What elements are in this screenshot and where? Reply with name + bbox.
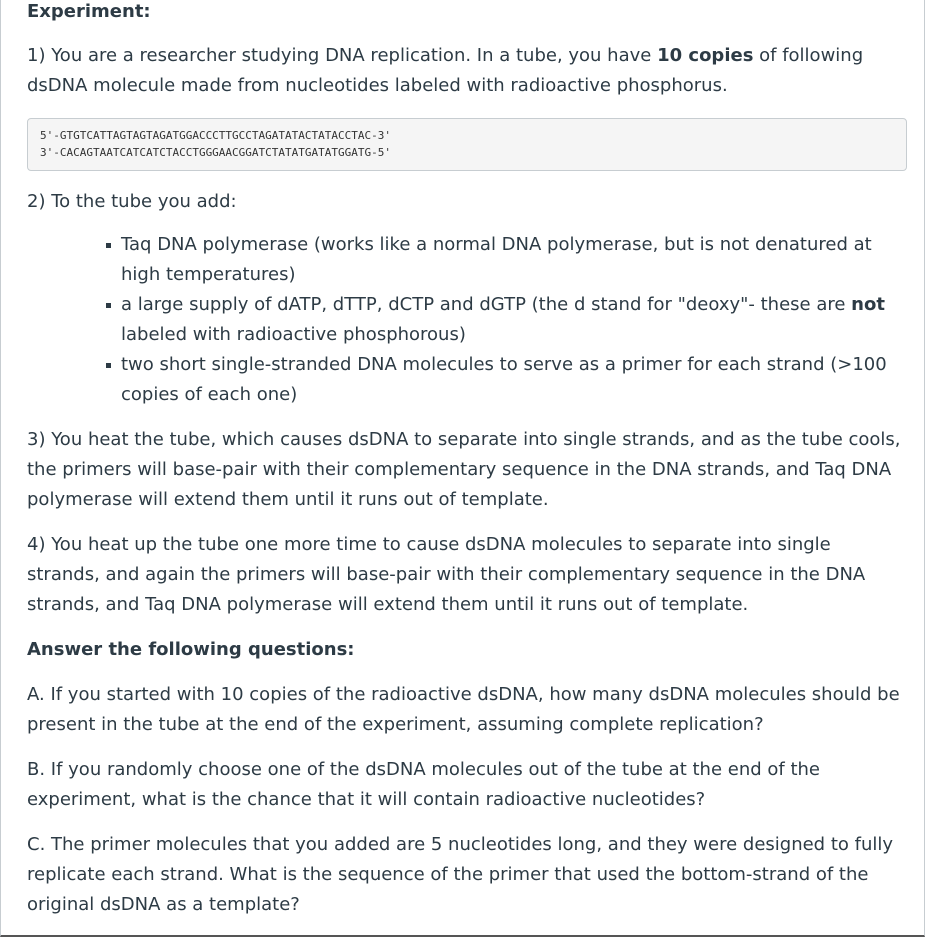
reagent-list xyxy=(27,230,907,410)
experiment-heading: Experiment: xyxy=(27,1,151,22)
dna-sequence-block xyxy=(27,118,907,171)
step-1-text-after: of following dsDNA molecule made from nucleotides labeled with radioactive phosphorus. xyxy=(27,45,864,96)
question-a: A. If you started with 10 copies of the radioactive dsDNA, how many dsDNA molecules should be present in the tube at the end of the experiment, assuming complete replication? xyxy=(27,684,900,735)
step-3-paragraph: 3) You heat the tube, which causes dsDNA to separate into single strands, and as the tube cools, the primers will base-pair with their complementary sequence in the DNA strands, and Taq DNA polymerase will extend them until it runs out of template. xyxy=(27,429,901,510)
list-item xyxy=(121,290,907,350)
bottom-strand-sequence: 3'-CACAGTAATCATCATCTACCTGGGAACGGATCTATATGATATGGATG-5' xyxy=(40,146,391,159)
list-item: two short single-stranded DNA molecules to serve as a primer for each strand (>100 copies of each one) xyxy=(121,350,907,410)
list-item-text-after: labeled with radioactive phosphorous) xyxy=(121,324,466,345)
step-1-bold-copies: 10 copies xyxy=(657,45,754,66)
questions-heading: Answer the following questions: xyxy=(27,639,355,660)
question-c: C. The primer molecules that you added are 5 nucleotides long, and they were designed to fully replicate each strand. What is the sequence of the primer that used the bottom-strand of the original dsDNA as a template? xyxy=(27,834,894,915)
step-1-text-before: 1) You are a researcher studying DNA replication. In a tube, you have xyxy=(27,45,658,66)
step-1-paragraph xyxy=(27,41,907,101)
step-4-paragraph: 4) You heat up the tube one more time to cause dsDNA molecules to separate into single strands, and again the primers will base-pair with their complementary sequence in the DNA strands, and Taq DNA polymerase will extend them until it runs out of template. xyxy=(27,534,866,615)
question-b: B. If you randomly choose one of the dsDNA molecules out of the tube at the end of the experiment, what is the chance that it will contain radioactive nucleotides? xyxy=(27,759,820,810)
list-item: Taq DNA polymerase (works like a normal DNA polymerase, but is not denatured at high temperatures) xyxy=(121,230,907,290)
step-2-intro: 2) To the tube you add: xyxy=(27,191,237,212)
list-item-text-before: a large supply of dATP, dTTP, dCTP and dGTP (the d stand for "deoxy"- these are xyxy=(121,294,852,315)
top-strand-sequence: 5'-GTGTCATTAGTAGTAGATGGACCCTTGCCTAGATATACTATACCTAC-3' xyxy=(40,129,391,142)
question-content xyxy=(27,0,907,920)
list-item-bold-not: not xyxy=(851,294,885,315)
